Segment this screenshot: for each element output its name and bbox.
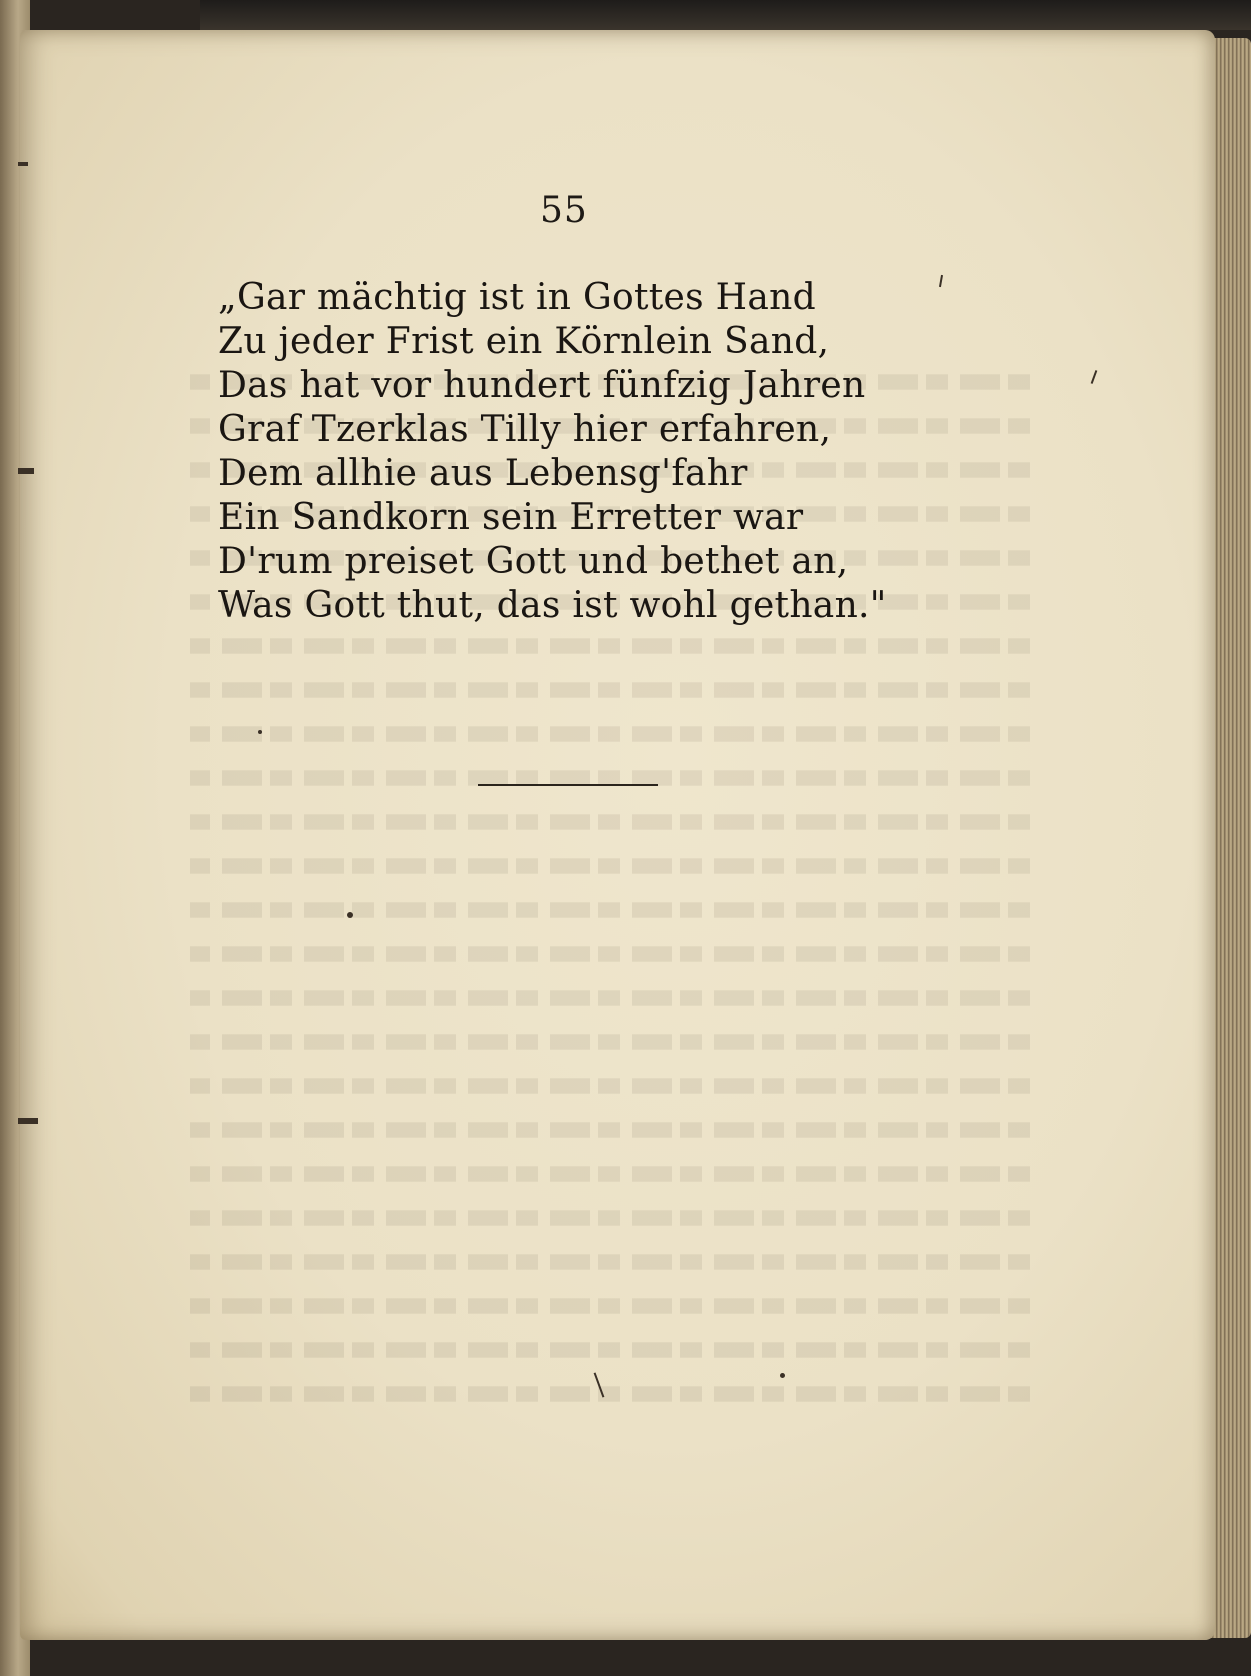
poem-line: Das hat vor hundert fünfzig Jahren [218,365,866,406]
binding-thread [18,162,28,166]
paper-speck [347,912,353,918]
poem-line: Was Gott thut, das ist wohl gethan." [218,585,887,626]
poem-line: Dem allhie aus Lebensg'fahr [218,453,748,494]
poem [218,276,887,628]
paper-speck [258,730,262,734]
paper-speck [780,1373,785,1378]
poem-line: „Gar mächtig ist in Gottes Hand [218,277,816,318]
poem-line: Zu jeder Frist ein Körnlein Sand, [218,321,830,362]
poem-line: Graf Tzerklas Tilly hier erfahren, [218,409,832,450]
page-number: 55 [540,190,588,231]
book-page [20,30,1215,1640]
section-divider [478,784,658,786]
poem-line: D'rum preiset Gott und bethet an, [218,541,849,582]
binding-thread [18,1118,38,1124]
book-binding-top [200,0,1251,30]
poem-line: Ein Sandkorn sein Erretter war [218,497,804,538]
binding-thread [18,468,34,474]
